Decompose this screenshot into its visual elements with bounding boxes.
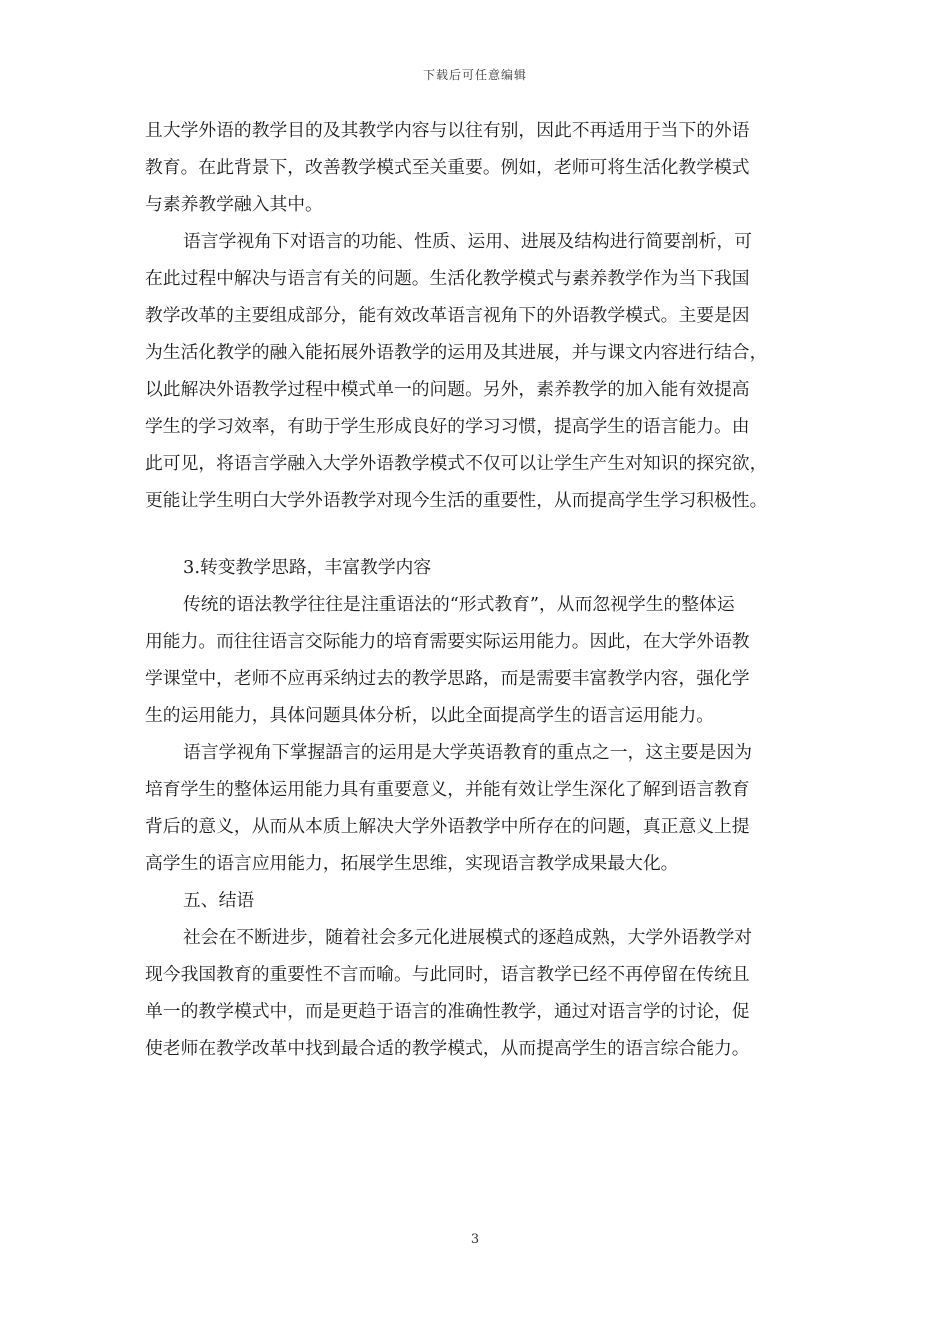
text-line: 传统的语法教学往往是注重语法的“形式教育”，从而忽视学生的整体运 — [183, 594, 735, 615]
page-number: 3 — [470, 1232, 480, 1247]
section-heading-conclusion: 五、结语 — [183, 890, 255, 911]
text-line: 语言学视角下掌握語言的运用是大学英语教育的重点之一，这主要是因为 — [183, 742, 753, 763]
text-line: 语言学视角下对语言的功能、性质、运用、进展及结构进行简要剖析，可 — [183, 231, 753, 252]
text-line: 高学生的语言应用能力，拓展学生思维，实现语言教学成果最大化。 — [145, 853, 679, 874]
text-line: 学课堂中，老师不应再采纳过去的教学思路，而是需要丰富教学内容，强化学 — [145, 668, 750, 689]
paragraph-3 — [145, 586, 810, 734]
text-line: 培育学生的整体运用能力具有重要意义，并能有效让学生深化了解到语言教育 — [145, 779, 750, 800]
text-line: 教育。在此背景下，改善教学模式至关重要。例如，老师可将生活化教学模式 — [145, 157, 750, 178]
text-line: 现今我国教育的重要性不言而喻。与此同时，语言教学已经不再停留在传统且 — [145, 964, 750, 985]
text-line: 用能力。而往往语言交际能力的培育需要实际运用能力。因此，在大学外语教 — [145, 631, 750, 652]
text-line: 与素养教学融入其中。 — [145, 194, 323, 215]
text-line: 单一的教学模式中，而是更趋于语言的准确性教学，通过对语言学的讨论，促 — [145, 1001, 750, 1022]
text-line: 社会在不断进步，随着社会多元化进展模式的逐趋成熟，大学外语教学对 — [183, 927, 753, 948]
text-line: 在此过程中解决与语言有关的问题。生活化教学模式与素养教学作为当下我国 — [145, 268, 750, 289]
paragraph-4 — [145, 734, 810, 882]
paragraph-2 — [145, 223, 810, 519]
text-line: 且大学外语的教学目的及其教学内容与以往有别，因此不再适用于当下的外语 — [145, 120, 750, 141]
text-line: 为生活化教学的融入能拓展外语教学的运用及其进展，并与课文内容进行结合， — [145, 342, 768, 363]
text-line: 背后的意义，从而从本质上解决大学外语教学中所存在的问题，真正意义上提 — [145, 816, 750, 837]
section-heading-3: 3.转变教学思路，丰富教学内容 — [183, 557, 432, 578]
text-line: 更能让学生明白大学外语教学对现今生活的重要性，从而提高学生学习积极性。 — [145, 490, 768, 511]
text-line: 此可见，将语言学融入大学外语教学模式不仅可以让学生产生对知识的探究欲， — [145, 453, 768, 474]
text-line: 使老师在教学改革中找到最合适的教学模式，从而提高学生的语言综合能力。 — [145, 1038, 750, 1059]
text-line: 教学改革的主要组成部分，能有效改革语言视角下的外语教学模式。主要是因 — [145, 305, 750, 326]
document-body — [145, 112, 810, 1067]
page-header: 下载后可任意编辑 — [422, 68, 527, 82]
paragraph-1 — [145, 112, 810, 223]
text-line: 生的运用能力，具体问题具体分析，以此全面提高学生的语言运用能力。 — [145, 705, 715, 726]
paragraph-5 — [145, 919, 810, 1067]
paragraph-spacer — [145, 519, 810, 549]
text-line: 以此解决外语教学过程中模式单一的问题。另外，素养教学的加入能有效提高 — [145, 379, 750, 400]
text-line: 学生的学习效率，有助于学生形成良好的学习习惯，提高学生的语言能力。由 — [145, 416, 750, 437]
